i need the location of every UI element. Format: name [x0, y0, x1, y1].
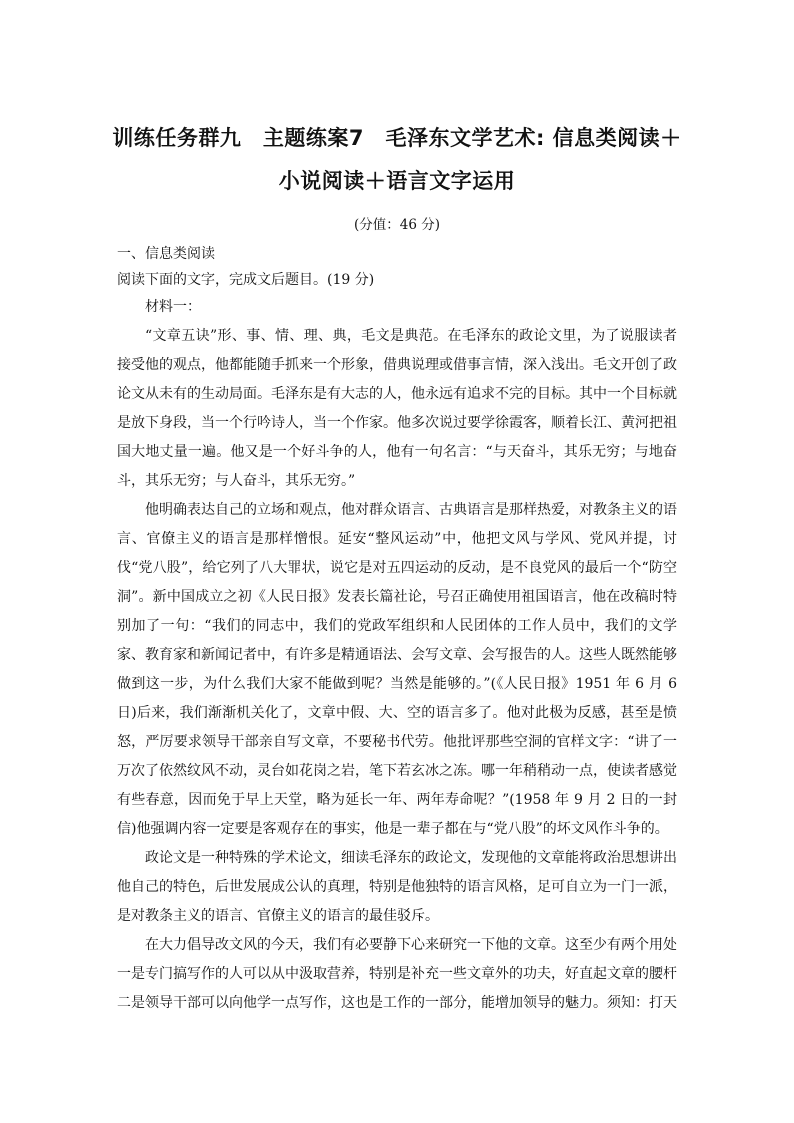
article-body: [117, 322, 677, 1018]
material-label: 材料一：: [145, 299, 201, 315]
paragraph: 他明确表达自己的立场和观点，他对群众语言、古典语言是那样热爱，对教条主义的语言、官僚主义的语言是那样憎恨。延安“整风运动”中，他把文风与学风、党风并提，讨伐“党八股”，给它列了八大罪状，说它是对五四运动的反动，是不良党风的最后一个“防空洞”。新中国成立之初《人民日报》发表长篇社论，号召正确使用祖国语言，他在改稿时特别加了一句：“我们的同志中，我们的党政军组织和人民团体的工作人员中，我们的文学家、教育家和新闻记者中，有许多是精通语法、会写文章、会写报告的人。这些人既然能够做到这一步，为什么我们大家不能做到呢？当然是能够的。”(《人民日报》1951 年 6 月 6 日)后来，我们渐渐机关化了，文章中假、大、空的语言多了。他对此极为反感，甚至是愤怒，严厉要求领导干部亲自写文章，不要秘书代劳。他批评那些空洞的官样文字：“讲了一万次了依然纹风不动，灵台如花岗之岩，笔下若玄冰之冻。哪一年稍稍动一点，使读者感觉有些春意，因而免于早上天堂，略为延长一年、两年寿命呢？”(1958 年 9 月 2 日的一封信)他强调内容一定要是客观存在的事实，他是一辈子都在与“党八股”的坏文风作斗争的。: [117, 502, 677, 837]
paragraph: 政论文是一种特殊的学术论文，细读毛泽东的政论文，发现他的文章能将政治思想讲出他自己的特色，后世发展成公认的真理，特别是他独特的语言风格，足可自立为一门一派，是对教条主义的语言、官僚主义的语言的最佳驳斥。: [117, 850, 677, 924]
instruction-text: 阅读下面的文字，完成文后题目。(19 分): [117, 272, 375, 288]
document-title-line-1: 训练任务群九 主题练案7 毛泽东文学艺术: 信息类阅读＋: [112, 126, 682, 150]
section-heading: 一、信息类阅读: [117, 246, 215, 262]
score-note: (分值：46 分): [353, 217, 440, 233]
paragraph: 在大力倡导改文风的今天，我们有必要静下心来研究一下他的文章。这至少有两个用处一是专门搞写作的人可以从中汲取营养，特别是补充一些文章外的功夫，好直起文章的腰杆二是领导干部可以向他学一点写作，这也是工作的一部分，能增加领导的魅力。须知：打天: [117, 937, 677, 1011]
paragraph: “文章五诀”形、事、情、理、典，毛文是典范。在毛泽东的政论文里，为了说服读者接受他的观点，他都能随手抓来一个形象，借典说理或借事言情，深入浅出。毛文开创了政论文从未有的生动局面。毛泽东是有大志的人，他永远有追求不完的目标。其中一个目标就是放下身段，当一个行吟诗人，当一个作家。他多次说过要学徐霞客，顺着长江、黄河把祖国大地丈量一遍。他又是一个好斗争的人，他有一句名言：“与天奋斗，其乐无穷；与地奋斗，其乐无穷；与人奋斗，其乐无穷。”: [117, 328, 677, 489]
document-title-line-2: 小说阅读＋语言文字运用: [278, 169, 516, 193]
